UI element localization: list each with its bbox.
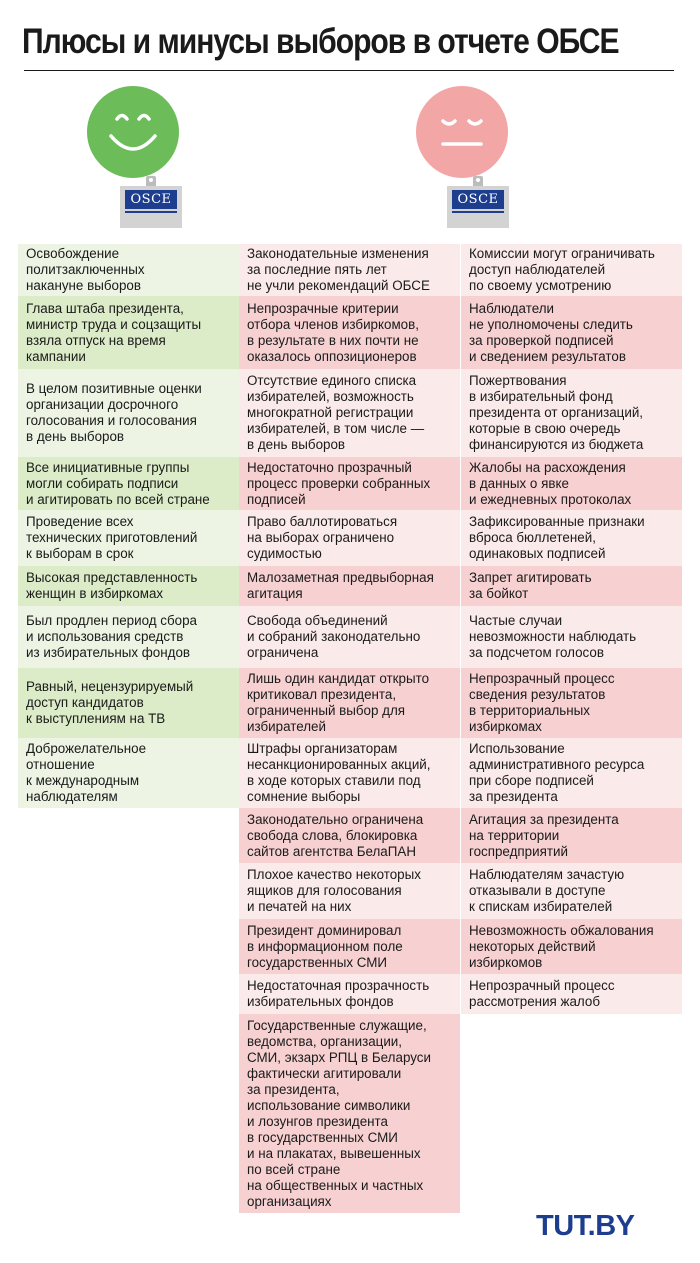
pro-item: Все инициативные группы могли собирать подписи и агитировать по всей стране: [18, 457, 239, 510]
pro-item: Равный, нецензурируемый доступ кандидатов к выступлениям на ТВ: [18, 668, 239, 738]
con-item: Наблюдателям зачастую отказывали в доступе к спискам избирателей: [461, 863, 682, 919]
pros-column: [18, 244, 239, 808]
con-item: Недостаточно прозрачный процесс проверки собранных подписей: [239, 457, 460, 510]
con-item: Комиссии могут ограничивать доступ наблюдателей по своему усмотрению: [461, 244, 682, 296]
osce-badge-icon: [120, 176, 182, 228]
con-item: Законодательные изменения за последние пять лет не учли рекомендаций ОБСЕ: [239, 244, 460, 296]
brand-logo: TUT.BY: [536, 1210, 635, 1242]
con-item: Непрозрачный процесс рассмотрения жалоб: [461, 974, 682, 1014]
pro-item: В целом позитивные оценки организации досрочного голосования и голосования в день выборов: [18, 369, 239, 457]
con-item: Малозаметная предвыборная агитация: [239, 566, 460, 606]
con-item: Наблюдатели не уполномочены следить за проверкой подписей и сведением результатов: [461, 296, 682, 369]
con-item: Штрафы организаторам несанкционированных акций, в ходе которых ставили под сомнение выборы: [239, 738, 460, 808]
con-item: Свобода объединений и собраний законодательно ограничена: [239, 606, 460, 668]
pro-item: Глава штаба президента, министр труда и соцзащиты взяла отпуск на время кампании: [18, 296, 239, 369]
pro-item: Проведение всех технических приготовлений к выборам в срок: [18, 510, 239, 566]
con-item: Отсутствие единого списка избирателей, возможность многократной регистрации избирателей, в том числе — в день выборов: [239, 369, 460, 457]
con-item: Президент доминировал в информационном поле государственных СМИ: [239, 919, 460, 974]
con-item: Запрет агитировать за бойкот: [461, 566, 682, 606]
pro-item: Высокая представленность женщин в избиркомах: [18, 566, 239, 606]
con-item: Недостаточная прозрачность избирательных фондов: [239, 974, 460, 1014]
pro-item: Был продлен период сбора и использования средств из избирательных фондов: [18, 606, 239, 668]
title-divider: [24, 70, 674, 71]
con-item: Пожертвования в избирательный фонд президента от организаций, которые в свою очередь финансируются из бюджета: [461, 369, 682, 457]
cons-column-left: [239, 244, 460, 1213]
cons-column-right: [461, 244, 682, 1014]
happy-face-icon: [87, 86, 179, 178]
con-item: Законодательно ограничена свобода слова, блокировка сайтов агентства БелаПАН: [239, 808, 460, 863]
con-item: Плохое качество некоторых ящиков для голосования и печатей на них: [239, 863, 460, 919]
con-item: Использование административного ресурса при сборе подписей за президента: [461, 738, 682, 808]
con-item: Право баллотироваться на выборах ограничено судимостью: [239, 510, 460, 566]
osce-badge-icon: [447, 176, 509, 228]
con-item: Государственные служащие, ведомства, организации, СМИ, экзарх РПЦ в Беларуси фактически агитировали за президента, использование символики и лозунгов президента в государственных СМИ и на плакатах, вывешенных по всей стране на общественных и частных организациях: [239, 1014, 460, 1213]
osce-logo: OSCE: [125, 190, 177, 209]
con-item: Зафиксированные признаки вброса бюллетеней, одинаковых подписей: [461, 510, 682, 566]
con-item: Частые случаи невозможности наблюдать за подсчетом голосов: [461, 606, 682, 668]
con-item: Невозможность обжалования некоторых действий избиркомов: [461, 919, 682, 974]
con-item: Лишь один кандидат открыто критиковал президента, ограниченный выбор для избирателей: [239, 668, 460, 738]
con-item: Жалобы на расхождения в данных о явке и ежедневных протоколах: [461, 457, 682, 510]
con-item: Непрозрачный процесс сведения результатов в территориальных избиркомах: [461, 668, 682, 738]
neutral-face-icon: [416, 86, 508, 178]
con-item: Агитация за президента на территории госпредприятий: [461, 808, 682, 863]
con-item: Непрозрачные критерии отбора членов избиркомов, в результате в них почти не оказалось оппозиционеров: [239, 296, 460, 369]
pro-item: Освобождение политзаключенных накануне выборов: [18, 244, 239, 296]
page-title: Плюсы и минусы выборов в отчете ОБСЕ: [22, 22, 619, 61]
osce-logo: OSCE: [452, 190, 504, 209]
pro-item: Доброжелательное отношение к международным наблюдателям: [18, 738, 239, 808]
